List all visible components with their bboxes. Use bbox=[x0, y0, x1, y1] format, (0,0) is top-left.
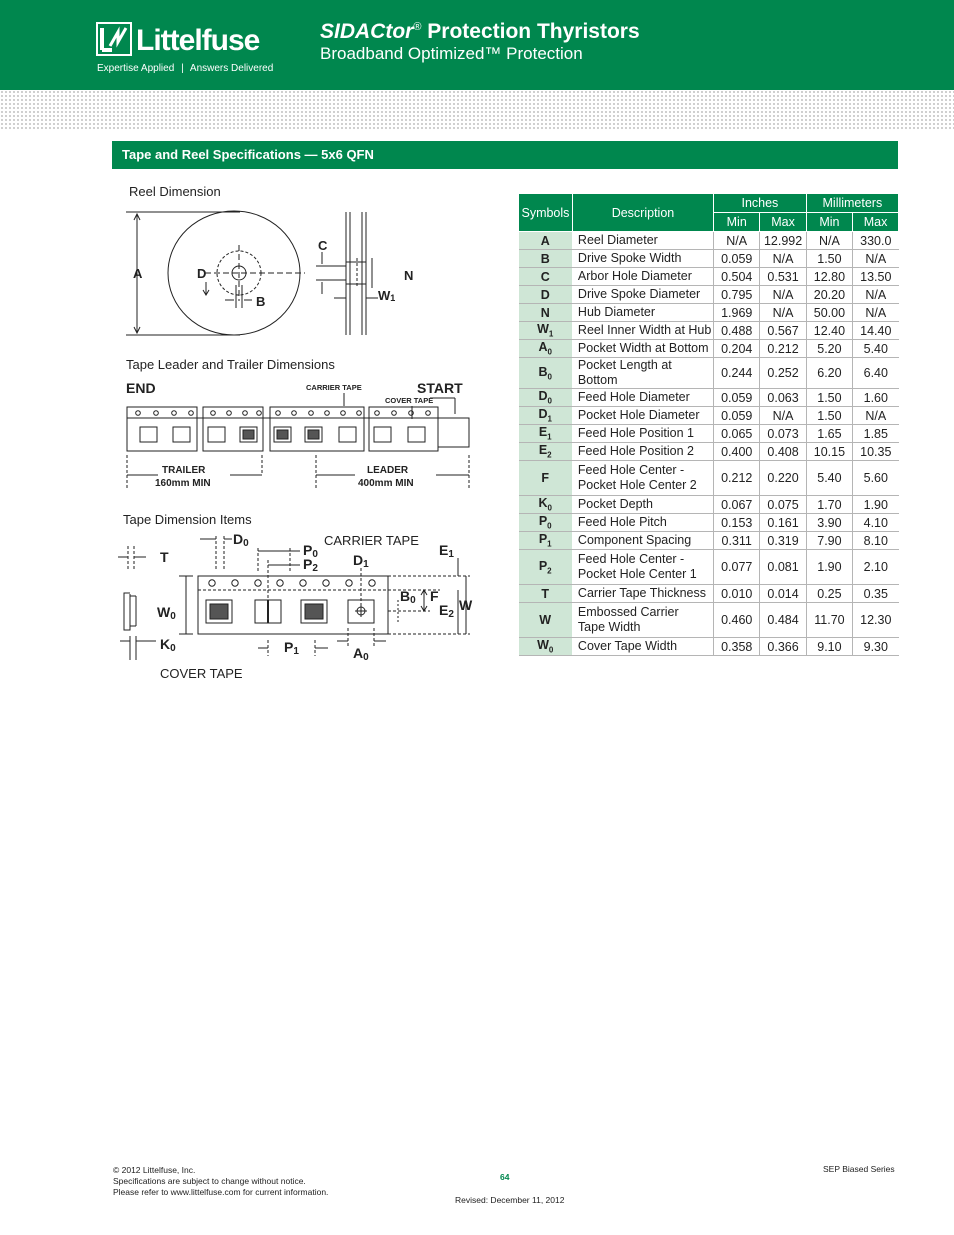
row-mm-max: 2.10 bbox=[853, 550, 899, 585]
sprocket-hole bbox=[369, 580, 375, 586]
sprocket-hole bbox=[136, 411, 141, 416]
sprocket-hole bbox=[323, 580, 329, 586]
row-in-min: 0.358 bbox=[714, 638, 760, 656]
row-mm-max: 1.90 bbox=[853, 496, 899, 514]
row-in-min: 0.504 bbox=[714, 268, 760, 286]
footer-revised: Revised: December 11, 2012 bbox=[455, 1195, 565, 1205]
row-in-min: 0.204 bbox=[714, 340, 760, 358]
row-description: Pocket Hole Diameter bbox=[572, 407, 713, 425]
tape-carrier-tape-label: CARRIER TAPE bbox=[324, 533, 419, 548]
tagline-right: Answers Delivered bbox=[189, 63, 274, 74]
row-in-min: 0.065 bbox=[714, 425, 760, 443]
row-description: Feed Hole Position 2 bbox=[572, 443, 713, 461]
row-mm-max: 9.30 bbox=[853, 638, 899, 656]
table-row bbox=[519, 585, 899, 603]
col-mm-min: Min bbox=[806, 213, 852, 232]
row-description: Drive Spoke Width bbox=[572, 250, 713, 268]
page-number: 64 bbox=[500, 1172, 510, 1182]
sprocket-hole bbox=[309, 411, 314, 416]
row-in-max: 0.366 bbox=[760, 638, 806, 656]
table-row bbox=[519, 268, 899, 286]
tape-label-w0: W0 bbox=[157, 604, 176, 622]
row-mm-min: 11.70 bbox=[806, 603, 852, 638]
sprocket-hole bbox=[346, 580, 352, 586]
row-description: Pocket Width at Bottom bbox=[572, 340, 713, 358]
row-in-min: 1.969 bbox=[714, 304, 760, 322]
page-subtitle: Broadband Optimized™ Protection bbox=[320, 44, 583, 63]
table-row bbox=[519, 304, 899, 322]
table-row bbox=[519, 358, 899, 389]
row-in-min: 0.059 bbox=[714, 389, 760, 407]
row-description: Pocket Length at Bottom bbox=[572, 358, 713, 389]
row-in-min: 0.153 bbox=[714, 514, 760, 532]
row-mm-min: 1.50 bbox=[806, 250, 852, 268]
row-mm-max: 4.10 bbox=[853, 514, 899, 532]
col-inches: Inches bbox=[714, 194, 807, 213]
row-symbol: D bbox=[519, 286, 573, 304]
row-in-max: 12.992 bbox=[760, 232, 806, 250]
col-mm-max: Max bbox=[853, 213, 899, 232]
table-row bbox=[519, 638, 899, 656]
footer-left bbox=[113, 1165, 328, 1198]
row-mm-min: 6.20 bbox=[806, 358, 852, 389]
sprocket-hole bbox=[277, 580, 283, 586]
table-row bbox=[519, 286, 899, 304]
sprocket-hole bbox=[392, 411, 397, 416]
sprocket-hole bbox=[409, 411, 414, 416]
row-mm-min: 10.15 bbox=[806, 443, 852, 461]
col-millimeters: Millimeters bbox=[806, 194, 898, 213]
row-in-min: N/A bbox=[714, 232, 760, 250]
row-symbol: $P_0$ bbox=[519, 514, 573, 532]
row-in-min: 0.311 bbox=[714, 532, 760, 550]
row-mm-max: 8.10 bbox=[853, 532, 899, 550]
reel-label-w1: W1 bbox=[378, 288, 396, 303]
table-row bbox=[519, 443, 899, 461]
col-description: Description bbox=[572, 194, 713, 232]
row-in-max: N/A bbox=[760, 304, 806, 322]
sprocket-hole bbox=[189, 411, 194, 416]
row-mm-min: 12.80 bbox=[806, 268, 852, 286]
row-in-max: 0.073 bbox=[760, 425, 806, 443]
row-symbol: A bbox=[519, 232, 573, 250]
sprocket-hole bbox=[375, 411, 380, 416]
row-mm-max: 5.40 bbox=[853, 340, 899, 358]
tape-label-p1: P1 bbox=[284, 639, 299, 657]
leader-label: LEADER bbox=[367, 465, 409, 476]
sprocket-hole bbox=[300, 580, 306, 586]
row-in-min: 0.059 bbox=[714, 407, 760, 425]
row-in-min: 0.067 bbox=[714, 496, 760, 514]
table-row bbox=[519, 514, 899, 532]
table-row bbox=[519, 322, 899, 340]
row-symbol: $A_0$ bbox=[519, 340, 573, 358]
row-mm-max: 0.35 bbox=[853, 585, 899, 603]
row-mm-min: 9.10 bbox=[806, 638, 852, 656]
tape-label-w: W bbox=[459, 597, 473, 613]
row-description: Component Spacing bbox=[572, 532, 713, 550]
tape-label-p0: P0 bbox=[303, 542, 318, 560]
col-in-max: Max bbox=[760, 213, 806, 232]
start-label: START bbox=[417, 380, 463, 396]
logo-tagline: Expertise Applied | Answers Delivered bbox=[97, 63, 274, 74]
row-mm-min: 12.40 bbox=[806, 322, 852, 340]
row-in-min: 0.010 bbox=[714, 585, 760, 603]
row-in-max: 0.567 bbox=[760, 322, 806, 340]
row-symbol: $B_0$ bbox=[519, 358, 573, 389]
row-mm-max: 330.0 bbox=[853, 232, 899, 250]
row-symbol: W bbox=[519, 603, 573, 638]
sprocket-hole bbox=[154, 411, 159, 416]
table-row bbox=[519, 425, 899, 443]
reel-label-b: B bbox=[256, 294, 266, 309]
row-description: Drive Spoke Diameter bbox=[572, 286, 713, 304]
leader-diagram bbox=[126, 380, 469, 490]
row-in-min: 0.059 bbox=[714, 250, 760, 268]
footer-notice: Specifications are subject to change without notice. bbox=[113, 1176, 306, 1186]
reel-diagram bbox=[126, 211, 413, 335]
row-in-max: 0.075 bbox=[760, 496, 806, 514]
row-description: Reel Diameter bbox=[572, 232, 713, 250]
row-mm-max: 14.40 bbox=[853, 322, 899, 340]
row-symbol: N bbox=[519, 304, 573, 322]
row-mm-min: 1.65 bbox=[806, 425, 852, 443]
reel-label-n: N bbox=[404, 268, 414, 283]
table-row bbox=[519, 407, 899, 425]
tape-label-t: T bbox=[160, 549, 169, 565]
row-in-max: 0.063 bbox=[760, 389, 806, 407]
sprocket-hole bbox=[341, 411, 346, 416]
sprocket-hole bbox=[426, 411, 431, 416]
trailer-label: TRAILER bbox=[162, 465, 206, 476]
table-row bbox=[519, 532, 899, 550]
leader-cover-tape-label: COVER TAPE bbox=[385, 396, 434, 405]
tape-label-a0: A0 bbox=[353, 645, 369, 663]
row-mm-min: N/A bbox=[806, 232, 852, 250]
row-description: Carrier Tape Thickness bbox=[572, 585, 713, 603]
table-row bbox=[519, 496, 899, 514]
footer-copyright: © 2012 Littelfuse, Inc. bbox=[113, 1165, 196, 1175]
tape-label-b0: B0 bbox=[400, 588, 416, 606]
row-mm-min: 1.50 bbox=[806, 407, 852, 425]
table-row bbox=[519, 550, 899, 585]
row-symbol: $E_2$ bbox=[519, 443, 573, 461]
row-in-min: 0.244 bbox=[714, 358, 760, 389]
tagline-left: Expertise Applied bbox=[97, 63, 175, 74]
row-in-max: 0.319 bbox=[760, 532, 806, 550]
row-mm-min: 1.50 bbox=[806, 389, 852, 407]
tape-leader-label: Tape Leader and Trailer Dimensions bbox=[126, 357, 335, 372]
reel-label-a: A bbox=[133, 266, 143, 281]
row-mm-min: 3.90 bbox=[806, 514, 852, 532]
row-in-min: 0.400 bbox=[714, 443, 760, 461]
row-mm-max: N/A bbox=[853, 250, 899, 268]
row-in-max: 0.220 bbox=[760, 461, 806, 496]
table-row bbox=[519, 250, 899, 268]
row-in-max: 0.081 bbox=[760, 550, 806, 585]
row-mm-max: 12.30 bbox=[853, 603, 899, 638]
row-description: Pocket Depth bbox=[572, 496, 713, 514]
row-mm-min: 7.90 bbox=[806, 532, 852, 550]
tape-label-d0: D0 bbox=[233, 531, 249, 549]
row-mm-min: 5.40 bbox=[806, 461, 852, 496]
row-mm-max: 6.40 bbox=[853, 358, 899, 389]
sprocket-hole bbox=[276, 411, 281, 416]
sprocket-hole bbox=[172, 411, 177, 416]
sprocket-hole bbox=[227, 411, 232, 416]
spec-table bbox=[518, 193, 899, 656]
row-description: Feed Hole Center - Pocket Hole Center 2 bbox=[572, 461, 713, 496]
reel-dimension-label: Reel Dimension bbox=[129, 184, 221, 199]
tape-label-e2: E2 bbox=[439, 602, 454, 620]
row-in-max: 0.212 bbox=[760, 340, 806, 358]
row-mm-max: N/A bbox=[853, 407, 899, 425]
row-description: Reel Inner Width at Hub bbox=[572, 322, 713, 340]
table-row bbox=[519, 461, 899, 496]
row-in-max: N/A bbox=[760, 250, 806, 268]
row-symbol: $K_0$ bbox=[519, 496, 573, 514]
row-symbol: $E_1$ bbox=[519, 425, 573, 443]
footer-series: SEP Biased Series bbox=[823, 1164, 895, 1174]
row-in-min: 0.077 bbox=[714, 550, 760, 585]
row-description: Hub Diameter bbox=[572, 304, 713, 322]
title-reg: ® bbox=[413, 21, 422, 33]
table-row bbox=[519, 603, 899, 638]
row-description: Feed Hole Diameter bbox=[572, 389, 713, 407]
row-in-max: N/A bbox=[760, 407, 806, 425]
table-row bbox=[519, 232, 899, 250]
row-description: Feed Hole Position 1 bbox=[572, 425, 713, 443]
tape-label-d1: D1 bbox=[353, 552, 369, 570]
row-in-min: 0.460 bbox=[714, 603, 760, 638]
tape-label-k0: K0 bbox=[160, 636, 176, 654]
sprocket-hole bbox=[357, 411, 362, 416]
sprocket-hole bbox=[232, 580, 238, 586]
row-in-max: 0.014 bbox=[760, 585, 806, 603]
row-mm-max: N/A bbox=[853, 286, 899, 304]
trailer-length: 160mm MIN bbox=[155, 478, 211, 489]
row-description: Cover Tape Width bbox=[572, 638, 713, 656]
table-row bbox=[519, 340, 899, 358]
row-symbol: T bbox=[519, 585, 573, 603]
tape-label-p2: P2 bbox=[303, 556, 318, 574]
section-title: Tape and Reel Specifications — 5x6 QFN bbox=[112, 141, 898, 169]
sprocket-hole bbox=[209, 580, 215, 586]
title-rest: Protection Thyristors bbox=[421, 20, 640, 43]
row-in-max: 0.408 bbox=[760, 443, 806, 461]
tape-label-f: F bbox=[430, 588, 439, 604]
row-symbol: $W_1$ bbox=[519, 322, 573, 340]
footer-refer: Please refer to www.littelfuse.com for current information. bbox=[113, 1187, 329, 1197]
tape-dimension-label: Tape Dimension Items bbox=[123, 512, 252, 527]
row-symbol: C bbox=[519, 268, 573, 286]
logo-name: Littelfuse bbox=[136, 24, 260, 57]
table-row bbox=[519, 389, 899, 407]
row-symbol: $D_1$ bbox=[519, 407, 573, 425]
row-mm-min: 0.25 bbox=[806, 585, 852, 603]
row-mm-min: 1.70 bbox=[806, 496, 852, 514]
end-label: END bbox=[126, 380, 156, 396]
row-mm-max: N/A bbox=[853, 304, 899, 322]
sprocket-hole bbox=[255, 580, 261, 586]
row-mm-min: 5.20 bbox=[806, 340, 852, 358]
col-in-min: Min bbox=[714, 213, 760, 232]
row-in-max: 0.531 bbox=[760, 268, 806, 286]
tape-dimension-diagram bbox=[118, 531, 473, 681]
row-in-min: 0.795 bbox=[714, 286, 760, 304]
tape-label-e1: E1 bbox=[439, 542, 454, 560]
row-symbol: B bbox=[519, 250, 573, 268]
row-mm-min: 50.00 bbox=[806, 304, 852, 322]
row-description: Embossed Carrier Tape Width bbox=[572, 603, 713, 638]
row-mm-max: 10.35 bbox=[853, 443, 899, 461]
row-in-min: 0.212 bbox=[714, 461, 760, 496]
sprocket-hole bbox=[292, 411, 297, 416]
row-symbol: $D_0$ bbox=[519, 389, 573, 407]
sprocket-hole bbox=[243, 411, 248, 416]
sprocket-hole bbox=[257, 411, 262, 416]
sprocket-hole bbox=[211, 411, 216, 416]
col-symbols: Symbols bbox=[519, 194, 573, 232]
row-description: Feed Hole Center - Pocket Hole Center 1 bbox=[572, 550, 713, 585]
row-in-min: 0.488 bbox=[714, 322, 760, 340]
row-mm-max: 5.60 bbox=[853, 461, 899, 496]
reel-label-d: D bbox=[197, 266, 207, 281]
leader-carrier-tape-label: CARRIER TAPE bbox=[306, 383, 362, 392]
row-mm-max: 1.60 bbox=[853, 389, 899, 407]
row-symbol: $P_1$ bbox=[519, 532, 573, 550]
row-in-max: 0.161 bbox=[760, 514, 806, 532]
tape-cover-tape-label: COVER TAPE bbox=[160, 666, 243, 681]
row-symbol: F bbox=[519, 461, 573, 496]
row-in-max: 0.252 bbox=[760, 358, 806, 389]
row-mm-max: 13.50 bbox=[853, 268, 899, 286]
row-mm-min: 20.20 bbox=[806, 286, 852, 304]
row-mm-max: 1.85 bbox=[853, 425, 899, 443]
sprocket-hole bbox=[325, 411, 330, 416]
leader-length: 400mm MIN bbox=[358, 478, 414, 489]
row-description: Arbor Hole Diameter bbox=[572, 268, 713, 286]
row-in-max: N/A bbox=[760, 286, 806, 304]
row-symbol: $P_2$ bbox=[519, 550, 573, 585]
row-symbol: $W_0$ bbox=[519, 638, 573, 656]
reel-label-c: C bbox=[318, 238, 328, 253]
row-mm-min: 1.90 bbox=[806, 550, 852, 585]
row-in-max: 0.484 bbox=[760, 603, 806, 638]
row-description: Feed Hole Pitch bbox=[572, 514, 713, 532]
title-brand: SIDACtor bbox=[320, 20, 414, 43]
